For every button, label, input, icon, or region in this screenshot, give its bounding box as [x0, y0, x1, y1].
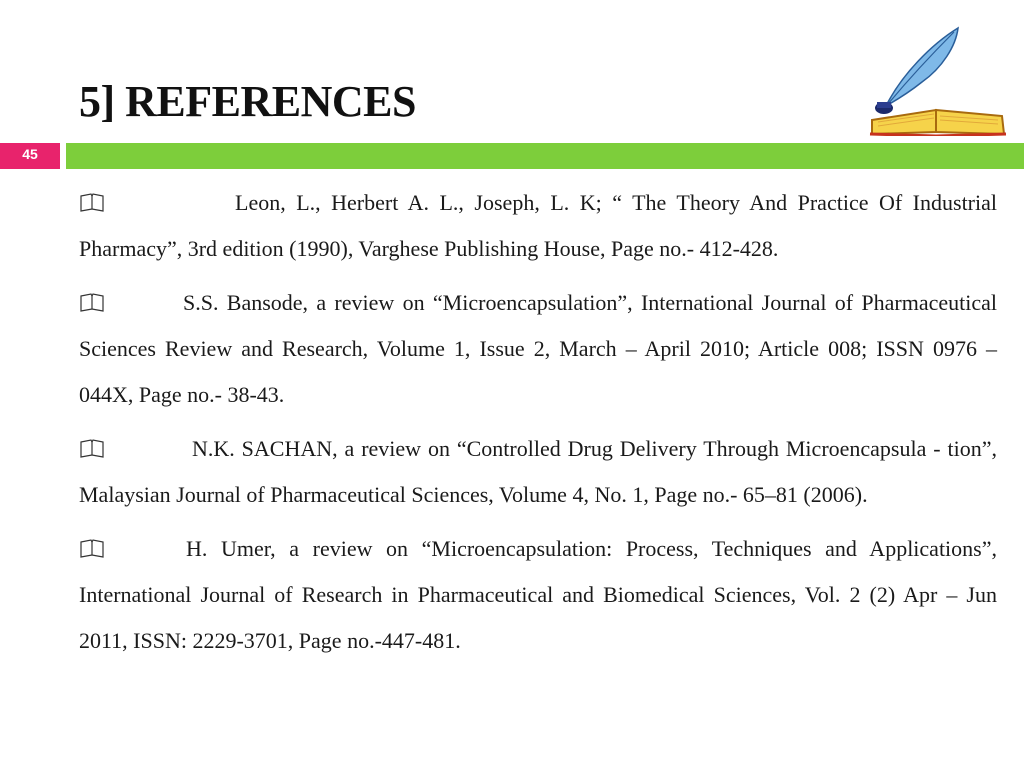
reference-item — [79, 526, 997, 664]
reference-text: S.S. Bansode, a review on “Microencapsulation”, International Journal of Pharmaceutical Sciences Review and Research, Volume 1, Issue 2, March – April 2010; Article 008; ISSN 0976 – 044X, Page no.- 38-43. — [79, 290, 997, 407]
reference-item — [79, 180, 997, 272]
reference-text: H. Umer, a review on “Microencapsulation: Process, Techniques and Applications”, International Journal of Research in Pharmaceutical and Biomedical Sciences, Vol. 2 (2) Apr – Jun 2011, ISSN: 2229-3701, Page no.-447-481. — [79, 536, 997, 653]
reference-text: N.K. SACHAN, a review on “Controlled Drug Delivery Through Microencapsula - tion”, Malaysian Journal of Pharmaceutical Sciences, Volume 4, No. 1, Page no.- 65–81 (2006). — [79, 436, 997, 507]
slide-title: 5] REFERENCES — [79, 77, 416, 126]
open-book-icon — [79, 439, 105, 459]
reference-text: Leon, L., Herbert A. L., Joseph, L. K; “ The Theory And Practice Of Industrial Pharmacy”, 3rd edition (1990), Varghese Publishing House, Page no.- 412-428. — [79, 190, 997, 261]
open-book-icon — [79, 539, 105, 559]
reference-item — [79, 426, 997, 518]
open-book-icon — [79, 293, 105, 313]
header-divider-bar — [66, 143, 1024, 169]
reference-list — [79, 180, 997, 672]
reference-item — [79, 280, 997, 418]
open-book-icon — [79, 193, 105, 213]
quill-and-book-icon — [862, 24, 1012, 136]
page-number-badge: 45 — [0, 143, 60, 169]
